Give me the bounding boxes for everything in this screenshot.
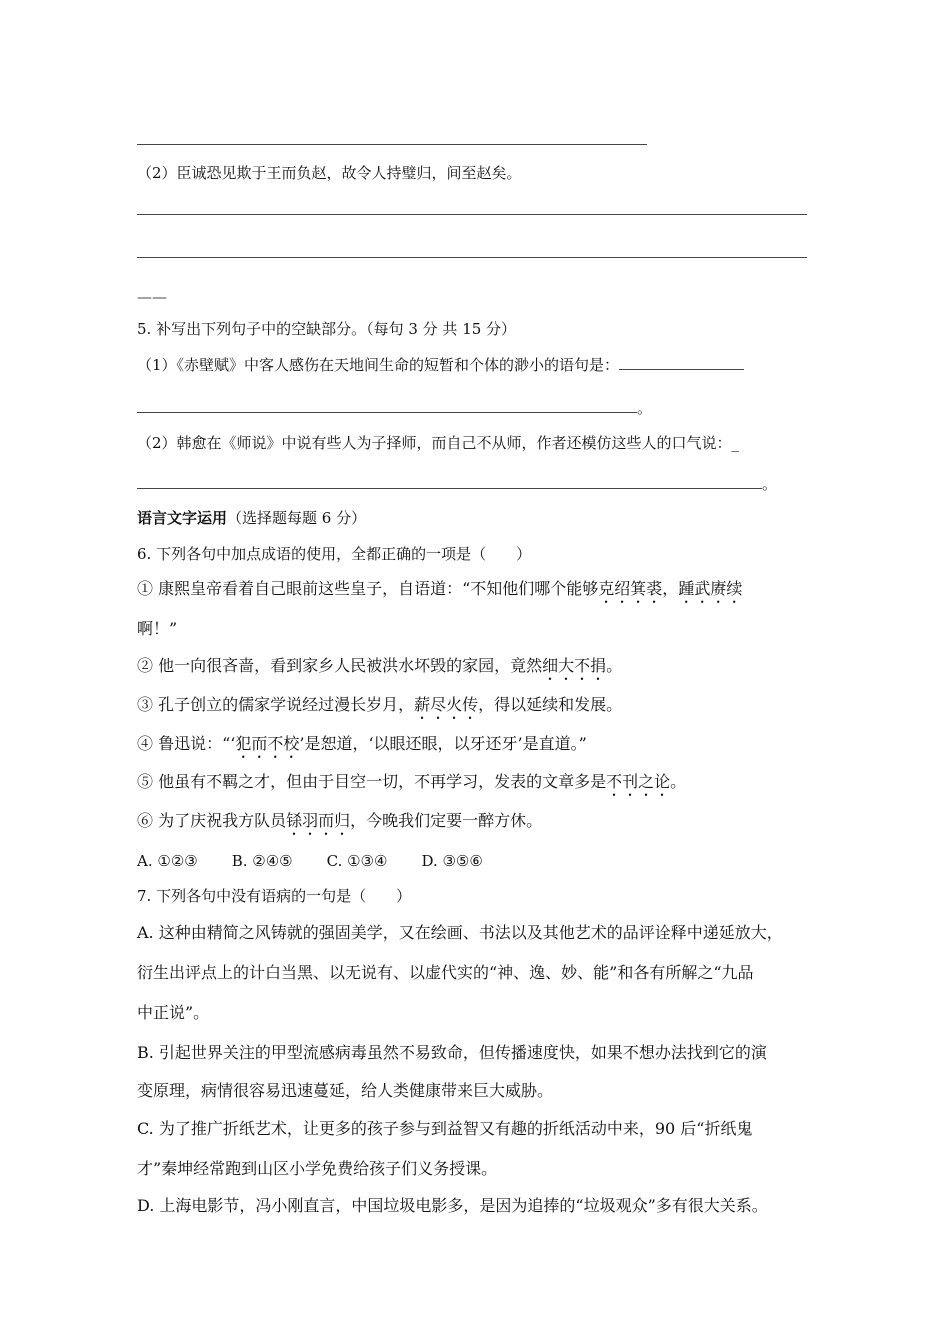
idiom: 铩羽而归	[286, 811, 351, 830]
option-a: A. ①②③	[137, 852, 198, 870]
q6-sentence-4	[137, 734, 587, 762]
sentence-text: 。	[670, 772, 687, 791]
q5-item-1-end: 。	[637, 399, 653, 417]
section-title-bold: 语言文字运用	[137, 509, 228, 527]
q7-option-c-line-1: C. 为了推广折纸艺术，让更多的孩子参与到益智又有趣的折纸活动中来，90 后“折纸鬼	[137, 1119, 753, 1138]
sentence-text: ，得以延续和发展。	[478, 695, 623, 714]
q5-item-1-text: （1）《赤壁赋》中客人感伤在天地间生命的短暂和个体的渺小的语句是：	[137, 356, 620, 374]
fill-blank	[619, 355, 744, 370]
q7-option-a-line-3: 中正说”。	[137, 1003, 210, 1022]
q6-sentence-6	[137, 811, 542, 839]
idiom: 克绍箕裘	[598, 579, 663, 598]
idiom: 不刊之论	[606, 772, 671, 791]
q6-sentence-1	[137, 579, 742, 607]
q5-item-2: （2）韩愈在《师说》中说有些人为子择师，而自己不从师，作者还模仿这些人的口气说：_	[137, 434, 740, 452]
sentence-text: ’是恕道，‘以眼还眼，以牙还牙’是直道。”	[299, 734, 587, 753]
q6-heading: 6. 下列各句中加点成语的使用，全都正确的一项是（ ）	[137, 545, 532, 563]
section-title	[137, 508, 366, 528]
q6-sentence-3	[137, 695, 622, 723]
q7-heading: 7. 下列各句中没有语病的一句是（ ）	[137, 887, 412, 905]
q5-item-1	[137, 355, 744, 375]
q7-option-c-line-2: 才”秦坤经常跑到山区小学免费给孩子们义务授课。	[137, 1159, 498, 1178]
idiom: 踵武赓续	[678, 579, 743, 598]
q5-item-2-end: 。	[762, 475, 778, 493]
answer-line	[137, 144, 647, 145]
idiom: 薪尽火传	[414, 695, 479, 714]
sentence-text: ③ 孔子创立的儒家学说经过漫长岁月，	[137, 695, 415, 714]
option-c: C. ①③④	[326, 852, 388, 870]
sentence-text: ，	[662, 579, 679, 598]
q7-option-a-line-2: 衍生出评点上的计白当黑、以无说有、以虚代实的“神、逸、妙、能”和各有所解之“九品	[137, 963, 754, 982]
sentence-text: ⑥ 为了庆祝我方队员	[137, 811, 287, 830]
idiom: 细大不捐	[542, 656, 607, 675]
option-b: B. ②④⑤	[231, 852, 293, 870]
section-note: （选择题每题 6 分）	[227, 509, 367, 527]
sentence-text: ⑤ 他虽有不羁之才，但由于目空一切，不再学习，发表的文章多是	[137, 772, 607, 791]
q4-item-2: （2）臣诚恐见欺于王而负赵，故令人持璧归，间至赵矣。	[137, 164, 522, 182]
answer-line	[137, 214, 807, 215]
q7-option-b-line-1: B. 引起世界关注的甲型流感病毒虽然不易致命，但传播速度快，如果不想办法找到它的演	[137, 1043, 767, 1062]
q7-option-b-line-2: 变原理，病情很容易迅速蔓延，给人类健康带来巨大威胁。	[137, 1081, 554, 1100]
option-d: D. ③⑤⑥	[421, 852, 483, 870]
sentence-text: 。	[606, 656, 623, 675]
sentence-text: ，今晚我们定要一醉方休。	[350, 811, 543, 830]
idiom: 犯而不校	[235, 734, 300, 753]
answer-line	[137, 257, 807, 258]
q7-option-a-line-1: A. 这种由精简之风铸就的强固美学，又在绘画、书法以及其他艺术的品评诠释中递延放大，	[137, 923, 783, 942]
q5-item-1-continue	[137, 398, 652, 418]
q6-options	[137, 851, 517, 871]
sentence-text: ② 他一向很吝啬，看到家乡人民被洪水坏毁的家园，竟然	[137, 656, 543, 675]
q6-sentence-5	[137, 772, 686, 800]
fill-blank	[137, 398, 637, 413]
fill-blank	[137, 474, 762, 489]
q5-heading: 5. 补写出下列句子中的空缺部分。（每句 3 分 共 15 分）	[137, 320, 517, 338]
sentence-text: ① 康熙皇帝看着自己眼前这些皇子，自语道：“不知他们哪个能够	[137, 579, 599, 598]
q6-sentence-2	[137, 656, 622, 684]
q6-sentence-1-continue: 啊！”	[137, 619, 178, 638]
answer-line-tail: ——	[137, 288, 167, 306]
q7-option-d: D. 上海电影节，冯小刚直言，中国垃圾电影多，是因为追捧的“垃圾观众”多有很大关系。	[137, 1196, 768, 1215]
sentence-text: ④ 鲁迅说：“‘	[137, 734, 236, 753]
q5-item-2-continue	[137, 474, 777, 494]
